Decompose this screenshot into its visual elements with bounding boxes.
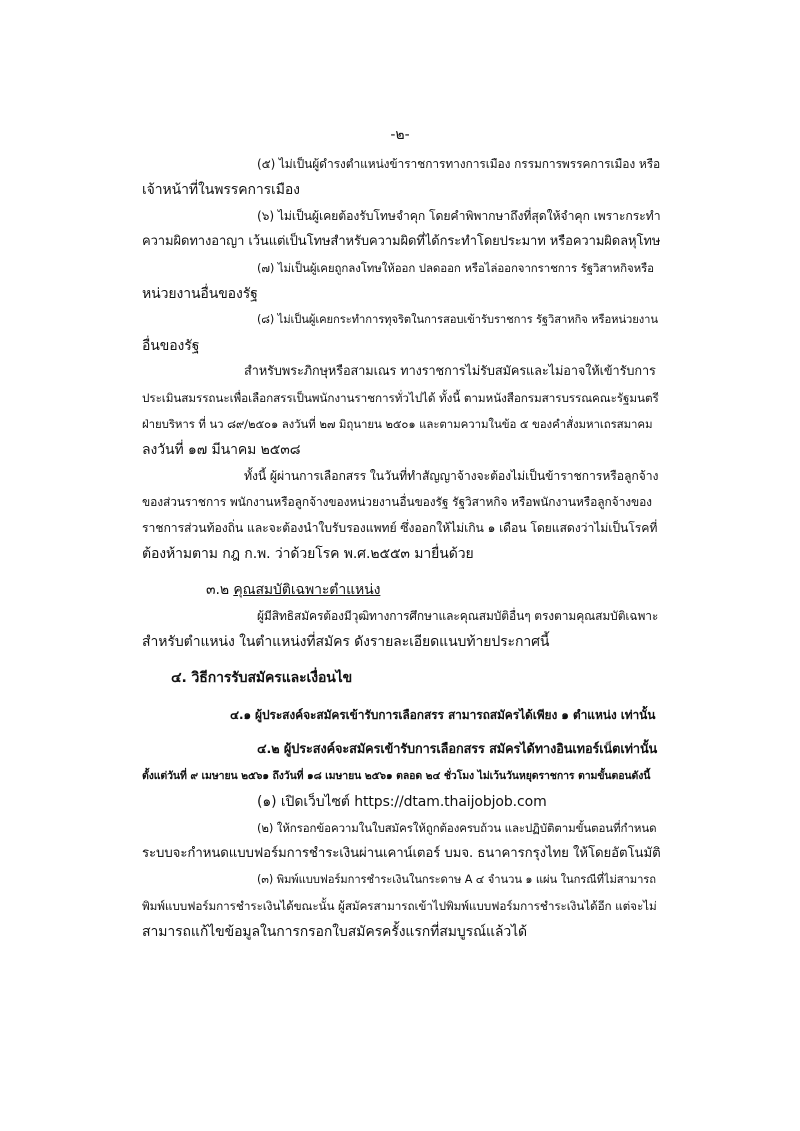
text-line: (๑) เปิดเว็บไซต์ https://dtam.thaijobjob.com [257, 794, 547, 810]
text-line: ต้องห้ามตาม กฎ ก.พ. ว่าด้วยโรค พ.ศ.๒๕๕๓ มายื่นด้วย [142, 546, 474, 562]
section-heading-4: ๔. วิธีการรับสมัครและเงื่อนไข [171, 670, 353, 686]
text-line: สำหรับพระภิกษุหรือสามเณร ทางราชการไม่รับสมัครและไม่อาจให้เข้ารับการ [244, 364, 656, 379]
subheading-3-2 [206, 581, 380, 599]
text-line: ทั้งนี้ ผู้ผ่านการเลือกสรร ในวันที่ทำสัญญาจ้างจะต้องไม่เป็นข้าราชการหรือลูกจ้าง [244, 469, 659, 483]
text-line: ราชการส่วนท้องถิ่น และจะต้องนำใบรับรองแพทย์ ซึ่งออกให้ไม่เกิน ๑ เดือน โดยแสดงว่าไม่เป็นโรคที่ [142, 521, 658, 535]
text-line: ของส่วนราชการ พนักงานหรือลูกจ้างของหน่วยงานอื่นของรัฐ รัฐวิสาหกิจ หรือพนักงานหรือลูกจ้างของ [142, 495, 652, 509]
text-line: ผู้มีสิทธิสมัครต้องมีวุฒิทางการศึกษาและคุณสมบัติอื่นๆ ตรงตามคุณสมบัติเฉพาะ [257, 609, 659, 623]
text-line: ตั้งแต่วันที่ ๙ เมษายน ๒๕๖๑ ถึงวันที่ ๑๘ เมษายน ๒๕๖๑ ตลอด ๒๔ ชั่วโมง ไม่เว้นวันหยุดราชการ ตามขั้นตอนดังนี้ [142, 770, 651, 782]
subheading-title: คุณสมบัติเฉพาะตำแหน่ง [233, 582, 381, 598]
page-number: -๒- [390, 127, 410, 143]
text-line: เจ้าหน้าที่ในพรรคการเมือง [142, 182, 300, 198]
text-line: ๔.๑ ผู้ประสงค์จะสมัครเข้ารับการเลือกสรร สามารถสมัครได้เพียง ๑ ตำแหน่ง เท่านั้น [230, 708, 656, 722]
text-line: พิมพ์แบบฟอร์มการชำระเงินได้ขณะนั้น ผู้สมัครสามารถเข้าไปพิมพ์แบบฟอร์มการชำระเงินได้อีก แต่จะไม่ [142, 899, 657, 913]
text-line: (๗) ไม่เป็นผู้เคยถูกลงโทษให้ออก ปลดออก หรือไล่ออกจากราชการ รัฐวิสาหกิจหรือ [257, 261, 654, 275]
text-line: ประเมินสมรรถนะเพื่อเลือกสรรเป็นพนักงานราชการทั่วไปได้ ทั้งนี้ ตามหนังสือกรมสารบรรณคณะรัฐมนตรี [142, 391, 659, 405]
text-line: สำหรับตำแหน่ง ในตำแหน่งที่สมัคร ดังรายละเอียดแนบท้ายประกาศนี้ [142, 634, 550, 650]
text-line: ระบบจะกำหนดแบบฟอร์มการชำระเงินผ่านเคาน์เตอร์ บมจ. ธนาคารกรุงไทย ให้โดยอัตโนมัติ [142, 846, 661, 861]
text-line: ฝ่ายบริหาร ที่ นว ๘๙/๒๕๐๑ ลงวันที่ ๒๗ มิถุนายน ๒๕๐๑ และตามความในข้อ ๕ ของคำสั่งมหาเถรสมาคม [142, 417, 653, 431]
text-line: (๘) ไม่เป็นผู้เคยกระทำการทุจริตในการสอบเข้ารับราชการ รัฐวิสาหกิจ หรือหน่วยงาน [257, 313, 658, 326]
text-line: (๕) ไม่เป็นผู้ดำรงตำแหน่งข้าราชการทางการเมือง กรรมการพรรคการเมือง หรือ [257, 157, 661, 171]
text-line: ความผิดทางอาญา เว้นแต่เป็นโทษสำหรับความผิดที่ได้กระทำโดยประมาท หรือความผิดลหุโทษ [142, 234, 661, 249]
text-line: (๖) ไม่เป็นผู้เคยต้องรับโทษจำคุก โดยคำพิพากษาถึงที่สุดให้จำคุก เพราะกระทำ [257, 209, 661, 223]
text-line: อื่นของรัฐ [142, 338, 200, 354]
subheading-number: ๓.๒ [206, 582, 229, 598]
text-line: ลงวันที่ ๑๗ มีนาคม ๒๕๓๘ [142, 442, 301, 458]
text-line: (๒) ให้กรอกข้อความในใบสมัครให้ถูกต้องครบถ้วน และปฏิบัติตามขั้นตอนที่กำหนด [257, 821, 657, 835]
text-line: (๓) พิมพ์แบบฟอร์มการชำระเงินในกระดาษ A ๔ จำนวน ๑ แผ่น ในกรณีที่ไม่สามารถ [257, 873, 656, 886]
text-line: หน่วยงานอื่นของรัฐ [142, 286, 258, 302]
text-line: ๔.๒ ผู้ประสงค์จะสมัครเข้ารับการเลือกสรร สมัครได้ทางอินเทอร์เน็ตเท่านั้น [257, 742, 658, 757]
text-line: สามารถแก้ไขข้อมูลในการกรอกใบสมัครครั้งแรกที่สมบูรณ์แล้วได้ [142, 924, 528, 940]
